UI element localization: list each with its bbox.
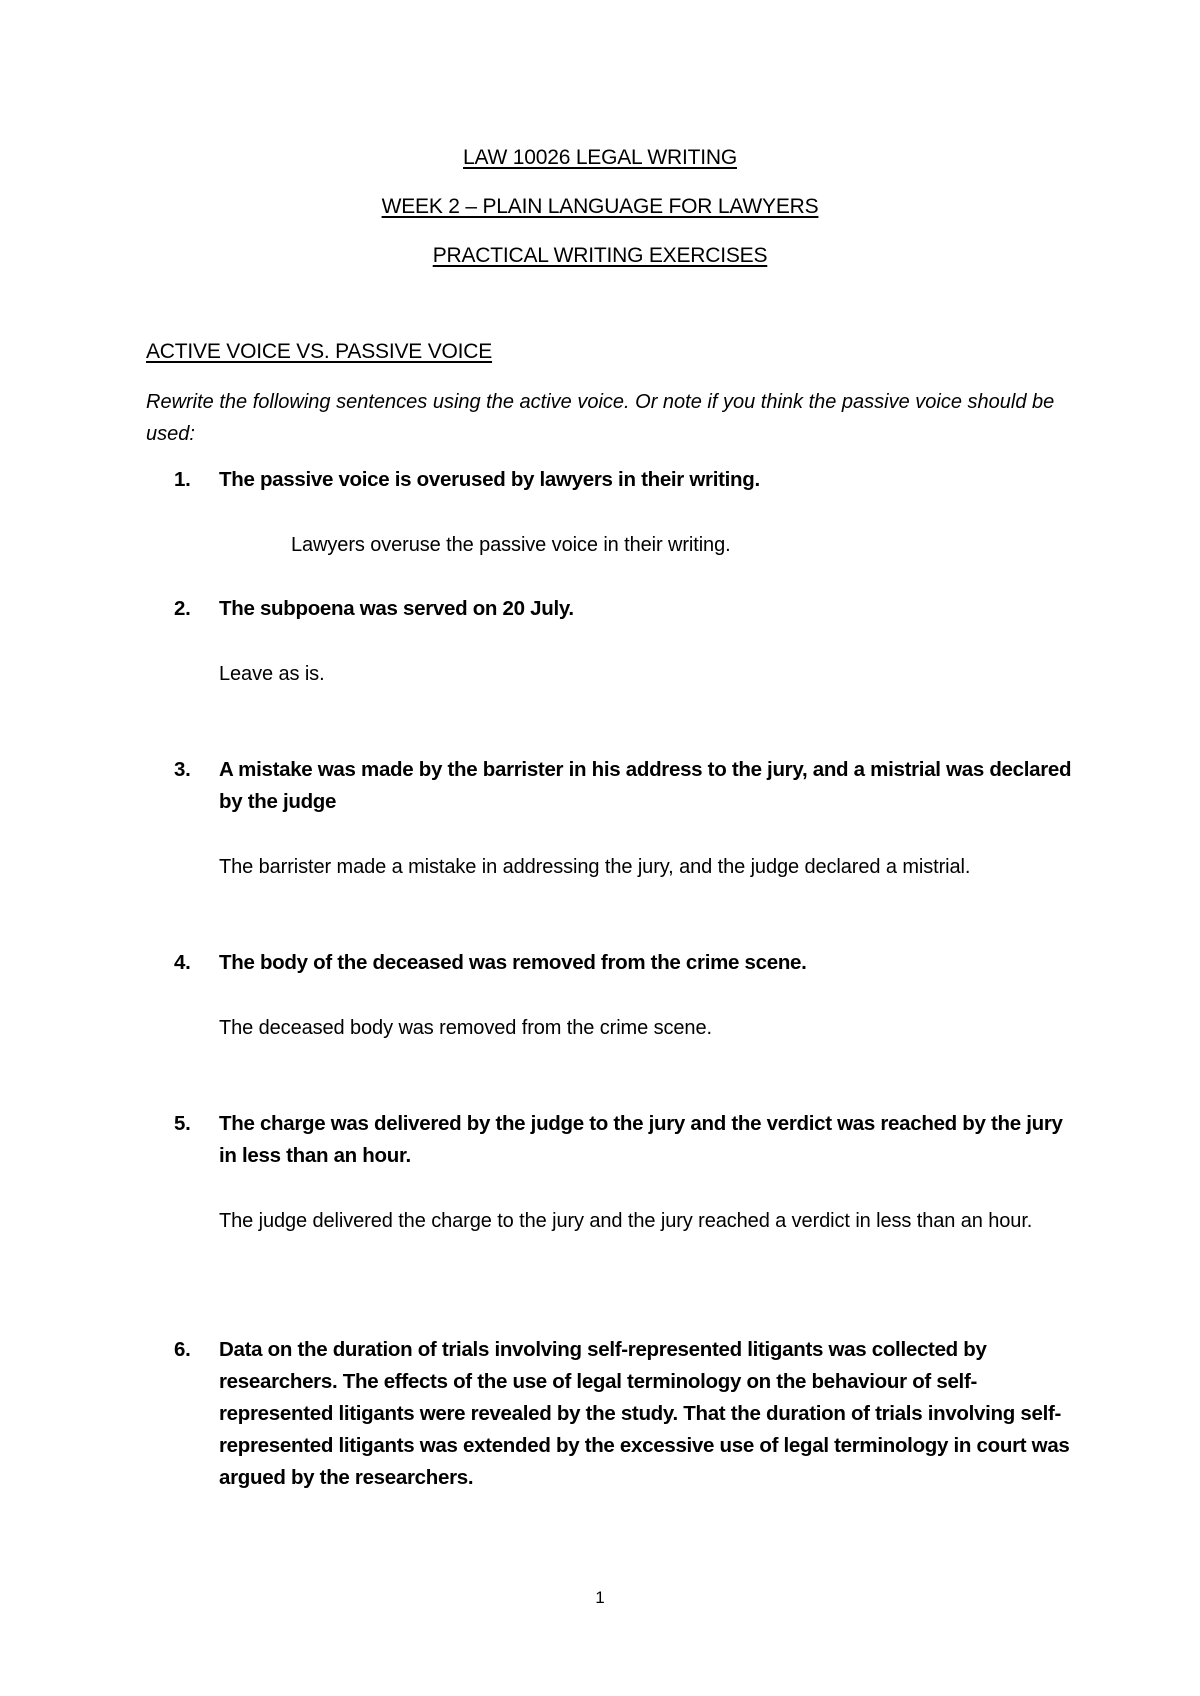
course-title: LAW 10026 LEGAL WRITING bbox=[463, 146, 737, 169]
answer-text: The barrister made a mistake in addressing the jury, and the judge declared a mistrial. bbox=[219, 856, 971, 878]
question-text: Data on the duration of trials involving self-represented litigants was collected by researchers. The effects of the use of legal terminology on the behaviour of self-represented litigants were revealed by the study. That the duration of trials involving self-represented litigants was extended by the excessive use of legal terminology in court was argued by the researchers. bbox=[219, 1338, 1070, 1489]
exercise-number: 4. bbox=[174, 951, 191, 974]
week-title: WEEK 2 – PLAIN LANGUAGE FOR LAWYERS bbox=[381, 195, 819, 218]
exercise-question bbox=[174, 464, 1074, 496]
instruction-text: Rewrite the following sentences using the active voice. Or note if you think the passive voice should be used: bbox=[146, 391, 1055, 445]
answer-text: Lawyers overuse the passive voice in their writing. bbox=[291, 534, 731, 556]
exercise-number: 1. bbox=[174, 468, 191, 491]
question-text: A mistake was made by the barrister in his address to the jury, and a mistrial was declared by the judge bbox=[219, 758, 1072, 813]
exercise-number: 5. bbox=[174, 1112, 191, 1135]
question-text: The charge was delivered by the judge to the jury and the verdict was reached by the jury in less than an hour. bbox=[219, 1112, 1063, 1167]
exercise-question bbox=[174, 593, 1074, 625]
exercise-question bbox=[174, 1108, 1074, 1172]
exercises-title: PRACTICAL WRITING EXERCISES bbox=[432, 244, 768, 267]
question-text: The body of the deceased was removed from the crime scene. bbox=[219, 951, 807, 974]
exercise-question bbox=[174, 1334, 1074, 1494]
question-text: The passive voice is overused by lawyers in their writing. bbox=[219, 468, 760, 491]
exercise-question bbox=[174, 754, 1074, 818]
answer-text: The deceased body was removed from the crime scene. bbox=[219, 1017, 712, 1039]
question-text: The subpoena was served on 20 July. bbox=[219, 597, 574, 620]
exercise-question bbox=[174, 947, 1074, 979]
exercise-number: 2. bbox=[174, 597, 191, 620]
answer-text: The judge delivered the charge to the jury and the jury reached a verdict in less than an hour. bbox=[219, 1210, 1033, 1232]
exercise-number: 3. bbox=[174, 758, 191, 781]
section-title: ACTIVE VOICE VS. PASSIVE VOICE bbox=[146, 340, 493, 363]
exercise-number: 6. bbox=[174, 1338, 191, 1361]
answer-text: Leave as is. bbox=[219, 663, 325, 685]
page-number: 1 bbox=[595, 1588, 605, 1607]
